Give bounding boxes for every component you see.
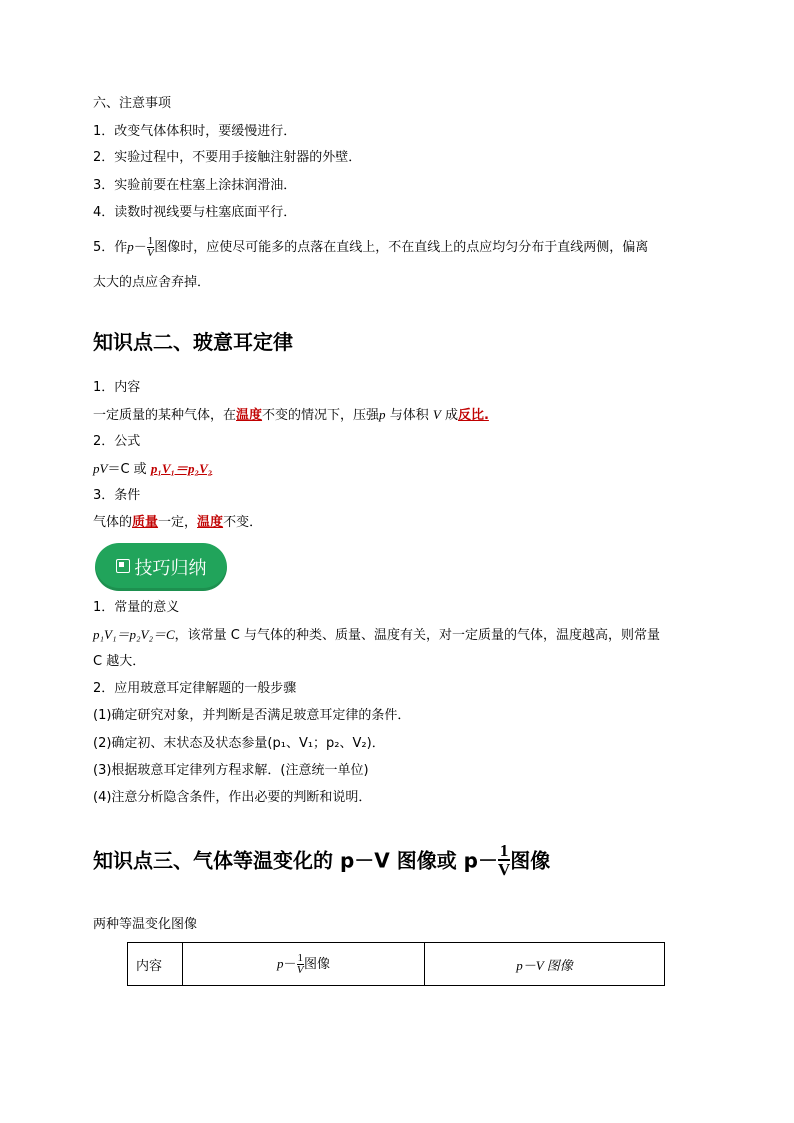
formula-label: 2．公式 xyxy=(93,434,141,449)
tip-2-title: 2．应用玻意耳定律解题的一般步骤 xyxy=(93,681,297,696)
section3-heading xyxy=(93,841,551,880)
section3-frac-num: 1 xyxy=(499,841,509,860)
cond-c: 不变． xyxy=(223,515,263,530)
note5-p: p xyxy=(127,239,134,254)
note-item-4: 4．读数时视线要与柱塞底面平行． xyxy=(93,205,297,220)
book-icon xyxy=(116,559,130,573)
section3-fraction xyxy=(498,842,510,878)
tips-badge-label: 技巧归纳 xyxy=(134,558,207,579)
step-2: (2)确定初、末状态及状态参量(p₁、V₁；p₂、V₂)． xyxy=(93,736,385,751)
note-item-5-cont: 太大的点应舍弃掉． xyxy=(93,275,211,290)
col2-minus: － xyxy=(283,956,297,972)
note-item-5 xyxy=(93,236,648,259)
step-3: (3)根据玻意耳定律列方程求解．(注意统一单位) xyxy=(93,763,369,778)
content-text xyxy=(93,405,489,426)
note-item-2: 2．实验过程中，不要用手接触注射器的外壁． xyxy=(93,150,362,165)
col2-fraction xyxy=(297,953,305,976)
note5-prefix: 5．作 xyxy=(93,240,128,255)
note-item-3: 3．实验前要在柱塞上涂抹润滑油． xyxy=(93,178,297,193)
note5-minus: － xyxy=(133,240,147,255)
notes-title: 六、注意事项 xyxy=(93,96,172,111)
tip-1-body: ，该常量 C 与气体的种类、质量、温度有关，对一定质量的气体，温度越高，则常量 xyxy=(174,628,660,643)
content-p: p xyxy=(379,407,386,422)
table-cell-p-v xyxy=(425,943,665,986)
table-cell-content: 内容 xyxy=(128,943,183,986)
col2-frac-den: V xyxy=(296,963,304,976)
tip-1-formula: p₁V₁＝p₂V₂＝C xyxy=(93,627,175,642)
formula-red: p₁V₁＝p₂V₂ xyxy=(150,461,213,476)
content-v: V xyxy=(432,407,441,422)
section3-heading-a: 知识点三、气体等温变化的 p－V 图像或 p－ xyxy=(93,848,498,873)
note-item-1: 1．改变气体体积时，要缓慢进行． xyxy=(93,124,297,139)
section3-frac-den: V xyxy=(498,860,511,879)
note5-suffix: 图像时，应使尽可能多的点落在直线上，不在直线上的点应均匀分布于直线两侧，偏离 xyxy=(154,240,649,255)
comparison-table xyxy=(127,942,665,986)
content-red-inverse: 反比. xyxy=(457,408,489,423)
cond-red-temperature: 温度 xyxy=(197,515,224,530)
condition-text xyxy=(93,513,262,533)
note5-frac-den: V xyxy=(147,247,154,259)
cond-a: 气体的 xyxy=(93,515,133,530)
section3-heading-b: 图像 xyxy=(510,848,551,873)
formula-pv: pV xyxy=(93,461,108,476)
content-a: 一定质量的某种气体，在 xyxy=(93,408,237,423)
tip-1-cont: C 越大． xyxy=(93,654,146,669)
cond-b: 一定， xyxy=(158,515,198,530)
content-red-temperature: 温度 xyxy=(236,408,263,423)
table-cell-p-inverse-v xyxy=(183,943,425,986)
col2-suffix: 图像 xyxy=(304,956,331,972)
content-label: 1．内容 xyxy=(93,380,141,395)
step-4: (4)注意分析隐含条件，作出必要的判断和说明． xyxy=(93,790,372,805)
content-b: 不变的情况下，压强 xyxy=(262,408,380,423)
table-title: 两种等温变化图像 xyxy=(93,917,198,932)
tips-badge xyxy=(95,543,227,591)
col2-frac-num: 1 xyxy=(297,951,303,964)
content-d: 成 xyxy=(444,408,458,423)
table-row xyxy=(128,943,665,986)
note5-frac-num: 1 xyxy=(147,235,154,247)
step-1: (1)确定研究对象，并判断是否满足玻意耳定律的条件． xyxy=(93,708,411,723)
tip-1-title: 1．常量的意义 xyxy=(93,600,180,615)
condition-label: 3．条件 xyxy=(93,488,141,503)
content-c: 与体积 xyxy=(389,408,429,423)
tip-1-text xyxy=(93,625,660,646)
formula-text xyxy=(93,459,212,480)
col2-p: p xyxy=(276,955,284,971)
col3-label: p－V 图像 xyxy=(516,957,573,973)
cond-red-mass: 质量 xyxy=(132,515,159,530)
formula-eq: ＝C 或 xyxy=(107,462,147,477)
section2-heading: 知识点二、玻意耳定律 xyxy=(93,330,293,354)
